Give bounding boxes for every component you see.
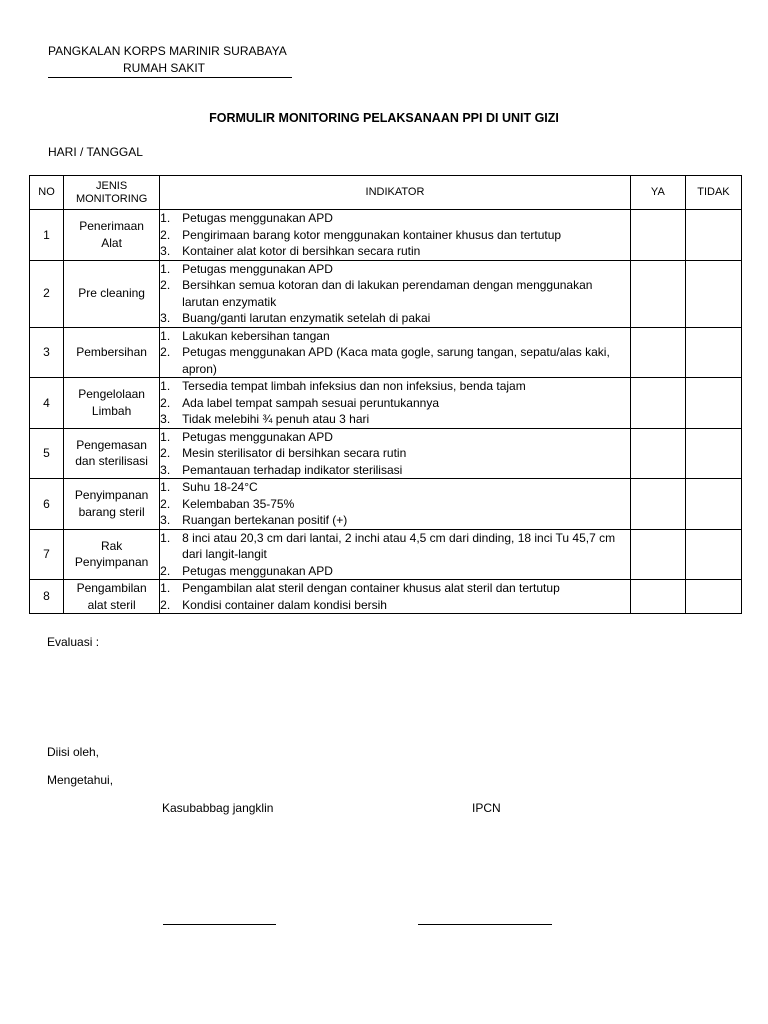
indikator-item-text: Tersedia tempat limbah infeksius dan non infeksius, benda tajam [182,379,526,393]
tidak-checkbox-cell[interactable] [685,479,741,530]
indikator-item-number: 2. [160,227,171,242]
header-indikator: INDIKATOR [160,176,631,210]
jenis-line: Pembersihan [76,345,147,359]
header-org: PANGKALAN KORPS MARINIR SURABAYA [48,44,287,58]
indikator-item-number: 1. [160,429,171,444]
indikator-item [160,227,630,244]
row-jenis [64,428,160,479]
table-row [30,260,742,327]
ya-checkbox-cell[interactable] [630,378,685,429]
indikator-item [160,395,630,412]
signature-line-kasubabbag [163,924,276,925]
indikator-item-number: 2. [160,563,171,578]
indikator-item-text: Ruangan bertekanan positif (+) [182,513,348,527]
indikator-item [160,580,630,597]
indikator-item [160,563,630,580]
row-indikator [160,580,631,614]
indikator-list [160,378,630,428]
row-number: 5 [30,428,64,479]
row-indikator [160,428,631,479]
row-jenis [64,529,160,580]
row-jenis [64,580,160,614]
jenis-line: alat steril [87,597,136,612]
indikator-item [160,411,630,428]
diisi-oleh-label: Diisi oleh, [47,745,100,759]
indikator-item [160,496,630,513]
indikator-item-text: Ada label tempat sampah sesuai peruntukannya [182,395,440,410]
indikator-list [160,210,630,260]
row-jenis [64,260,160,327]
indikator-item [160,462,630,479]
jenis-line: dan sterilisasi [75,454,148,469]
row-number: 6 [30,479,64,530]
signature-line-ipcn [418,924,552,925]
ya-checkbox-cell[interactable] [630,327,685,378]
ya-checkbox-cell[interactable] [630,529,685,580]
row-indikator [160,378,631,429]
header-ya: YA [630,176,685,210]
table-row [30,327,742,378]
row-indikator [160,479,631,530]
tidak-checkbox-cell[interactable] [685,529,741,580]
jenis-line: Pre cleaning [78,286,145,301]
jenis-line: Penerimaan [79,219,144,234]
indikator-item [160,328,630,345]
table-row [30,479,742,530]
indikator-item-text: Tidak melebihi ¾ penuh atau 3 hari [182,412,370,426]
header-jenis-line1: JENIS [96,179,128,192]
header-tidak: TIDAK [685,176,741,210]
mengetahui-label: Mengetahui, [47,773,114,787]
indikator-item-text: Petugas menggunakan APD [182,429,333,444]
indikator-item [160,243,630,260]
indikator-item-number: 1. [160,581,171,595]
row-indikator [160,260,631,327]
header-jenis-line2: MONITORING [75,192,148,205]
indikator-item-number: 3. [160,412,171,426]
indikator-item-text: Kelembaban 35-75% [182,496,295,511]
indikator-item-number: 3. [160,462,171,477]
indikator-item [160,512,630,529]
form-title: FORMULIR MONITORING PELAKSANAAN PPI DI UNIT GIZI [209,111,559,125]
indikator-item-text: Kondisi container dalam kondisi bersih [182,597,387,612]
row-indikator [160,529,631,580]
table-body [30,210,742,614]
row-number: 3 [30,327,64,378]
indikator-item [160,310,630,327]
jenis-line: barang steril [78,504,145,519]
jenis-line: Limbah [91,403,132,418]
table-row [30,378,742,429]
indikator-item-text: Petugas menggunakan APD (Kaca mata gogle, sarung tangan, sepatu/alas kaki, apron) [182,345,610,376]
indikator-item-number: 1. [160,480,171,494]
jenis-line: Penyimpanan [74,555,149,570]
indikator-item-text: Kontainer alat kotor di bersihkan secara rutin [182,244,421,258]
signer-ipcn: IPCN [472,801,501,815]
indikator-item-number: 2. [160,597,171,612]
header-jenis [64,176,160,210]
indikator-item-number: 2. [160,345,171,359]
indikator-list [160,328,630,378]
tidak-checkbox-cell[interactable] [685,327,741,378]
row-number: 1 [30,210,64,261]
indikator-item-text: Mesin sterilisator di bersihkan secara rutin [182,446,407,460]
evaluasi-label: Evaluasi : [47,635,100,649]
date-label: HARI / TANGGAL [48,145,143,159]
signer-kasubabbag: Kasubabbag jangklin [162,801,274,815]
row-number: 7 [30,529,64,580]
indikator-list [160,530,630,580]
indikator-item-text: Suhu 18-24°C [182,480,258,494]
ya-checkbox-cell[interactable] [630,210,685,261]
indikator-item-text: Lakukan kebersihan tangan [182,328,330,343]
table-row [30,428,742,479]
indikator-item-text: Pengambilan alat steril dengan container khusus alat steril dan tertutup [182,581,560,595]
header-no: NO [30,176,64,210]
indikator-item [160,378,630,395]
indikator-item-number: 1. [160,328,171,343]
jenis-line: Pengemasan [76,437,147,452]
row-jenis [64,210,160,261]
indikator-item [160,344,630,377]
indikator-item [160,479,630,496]
indikator-item-text: Petugas menggunakan APD [182,563,333,578]
indikator-item-number: 1. [160,530,171,545]
row-number: 2 [30,260,64,327]
ya-checkbox-cell[interactable] [630,580,685,614]
table-row [30,210,742,261]
row-number: 4 [30,378,64,429]
indikator-list [160,580,630,613]
header-underline [48,77,292,78]
indikator-item-number: 2. [160,496,171,511]
jenis-line: Penyimpanan [74,488,149,503]
indikator-item-text: Bersihkan semua kotoran dan di lakukan perendaman dengan menggunakan larutan enzymatik [182,278,593,309]
indikator-item-text: Pemantauan terhadap indikator sterilisasi [182,462,403,477]
table-row [30,580,742,614]
ya-checkbox-cell[interactable] [630,479,685,530]
tidak-checkbox-cell[interactable] [685,428,741,479]
indikator-item-number: 2. [160,278,171,292]
indikator-item-number: 3. [160,311,171,325]
tidak-checkbox-cell[interactable] [685,580,741,614]
jenis-line: Pengelolaan [78,387,145,402]
tidak-checkbox-cell[interactable] [685,210,741,261]
tidak-checkbox-cell[interactable] [685,260,741,327]
indikator-item-number: 1. [160,379,171,393]
indikator-item-text: Petugas menggunakan APD [182,261,333,276]
indikator-list [160,479,630,529]
indikator-item-number: 2. [160,446,171,460]
indikator-item-text: 8 inci atau 20,3 cm dari lantai, 2 inchi atau 4,5 cm dari dinding, 18 inci Tu 45,7 cm dari langit-langit [182,530,616,561]
row-jenis [64,479,160,530]
table-row [30,529,742,580]
indikator-item-text: Petugas menggunakan APD [182,211,333,225]
indikator-item [160,210,630,227]
indikator-item-number: 3. [160,244,171,258]
ya-checkbox-cell[interactable] [630,260,685,327]
indikator-list [160,429,630,479]
indikator-item-number: 1. [160,261,171,276]
row-indikator [160,327,631,378]
ya-checkbox-cell[interactable] [630,428,685,479]
indikator-item [160,261,630,278]
row-jenis [64,327,160,378]
indikator-item-number: 2. [160,395,171,410]
row-jenis [64,378,160,429]
indikator-item-number: 3. [160,513,171,527]
indikator-list [160,261,630,327]
jenis-line: Rak [100,538,123,553]
indikator-item [160,429,630,446]
indikator-item-text: Pengirimaan barang kotor menggunakan kontainer khusus dan tertutup [182,227,562,242]
row-number: 8 [30,580,64,614]
tidak-checkbox-cell[interactable] [685,378,741,429]
jenis-line: Alat [101,235,122,250]
table-header-row [30,176,742,210]
jenis-line: Pengambilan [76,581,147,595]
monitoring-table [29,175,742,614]
row-indikator [160,210,631,261]
indikator-item-number: 1. [160,211,171,225]
indikator-item [160,277,630,310]
header-unit: RUMAH SAKIT [123,61,206,75]
indikator-item-text: Buang/ganti larutan enzymatik setelah di pakai [182,311,431,325]
indikator-item [160,597,630,614]
indikator-item [160,445,630,462]
indikator-item [160,530,630,563]
